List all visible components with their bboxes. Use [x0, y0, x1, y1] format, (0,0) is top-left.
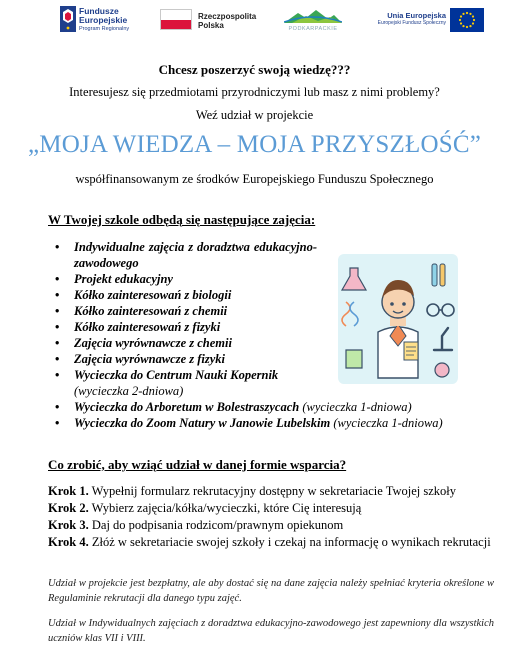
pk-name: PODKARPACKIE	[288, 26, 338, 32]
step-item	[48, 483, 494, 500]
intro-question: Interesujesz się przedmiotami przyrodniczymi lub masz z nimi problemy?	[69, 85, 440, 99]
logo-fundusze-europejskie	[60, 4, 140, 38]
step-text: Złóż w sekretariacie swojej szkoły i czekaj na informację o wynikach rekrutacji	[91, 535, 491, 549]
fe-line2: Europejskie	[79, 15, 128, 25]
fe-line1: Fundusze	[79, 6, 119, 16]
mountains-icon	[284, 8, 342, 24]
class-text: Kółko zainteresowań z fizyki	[74, 320, 221, 334]
class-text: Zajęcia wyrównawcze z fizyki	[74, 352, 226, 366]
class-text: Wycieczka do Centrum Nauki Kopernik	[74, 368, 279, 382]
rp-line2: Polska	[198, 21, 224, 30]
classes-heading: W Twojej szkole odbędą się następujące zajęcia:	[48, 212, 316, 227]
class-text: Kółko zainteresowań z biologii	[74, 288, 232, 302]
class-note: (wycieczka 1-dniowa)	[333, 416, 443, 430]
step-text: Wypełnij formularz rekrutacyjny dostępny w sekretariacie Twojej szkoły	[91, 484, 456, 498]
rp-text	[198, 12, 256, 30]
project-title: „MOJA WIEDZA – MOJA PRZYSZŁOŚĆ”	[28, 131, 481, 158]
step-label: Krok 3.	[48, 518, 89, 532]
list-item	[74, 415, 443, 431]
fe-text	[79, 7, 129, 33]
note-counseling: Udział w Indywidualnych zajęciach z doradztwa edukacyjno-zawodowego jest zapewniony dla wszystkich uczniów klas VII i VIII.	[48, 618, 494, 644]
step-item	[48, 517, 494, 534]
list-item	[74, 239, 317, 271]
class-text: Zajęcia wyrównawcze z chemii	[74, 336, 232, 350]
class-note: (wycieczka 1-dniowa)	[302, 400, 412, 414]
polish-flag-icon	[160, 9, 192, 30]
list-item	[74, 399, 443, 415]
ue-line1: Unia Europejska	[387, 11, 446, 20]
ue-text	[370, 11, 446, 27]
ue-line2: Europejski Fundusz Społeczny	[377, 20, 446, 26]
class-note: (wycieczka 2-dniowa)	[74, 384, 184, 398]
headline: Chcesz poszerzyć swoją wiedzę???	[158, 62, 351, 77]
steps-list	[48, 483, 494, 551]
class-text: Kółko zainteresowań z chemii	[74, 304, 228, 318]
fe-star-mark-icon	[60, 6, 76, 32]
intro-invite: Weź udział w projekcie	[195, 108, 314, 122]
logo-unia-europejska	[370, 4, 494, 38]
step-text: Daj do podpisania rodzicom/prawnym opiekunom	[91, 518, 344, 532]
logo-podkarpackie	[280, 4, 346, 38]
step-label: Krok 1.	[48, 484, 89, 498]
scientist-illustration-icon	[338, 254, 458, 384]
step-label: Krok 2.	[48, 501, 89, 515]
class-text: Wycieczka do Arboretum w Bolestraszycach	[74, 400, 300, 414]
note-free-participation: Udział w projekcie jest bezpłatny, ale aby dostać się na dane zajęcia należy spełniać kryteria określone w Regulaminie rekrutacji dla danego typu zajęć.	[48, 578, 494, 604]
step-item	[48, 500, 494, 517]
fe-line3: Program Regionalny	[79, 26, 130, 32]
cofunding-line: współfinansowanym ze środków Europejskiego Funduszu Społecznego	[75, 172, 434, 186]
list-item	[74, 367, 317, 399]
step-item	[48, 534, 494, 551]
logo-rzeczpospolita-polska	[160, 4, 260, 38]
class-text: Projekt edukacyjny	[74, 272, 173, 286]
rp-line1: Rzeczpospolita	[198, 12, 257, 21]
class-text: Indywidualne zajęcia z doradztwa edukacyjno-zawodowego	[74, 240, 317, 270]
step-label: Krok 4.	[48, 535, 89, 549]
class-text: Wycieczka do Zoom Natury w Janowie Lubelskim	[74, 416, 331, 430]
logo-bar	[0, 4, 509, 38]
steps-heading: Co zrobić, aby wziąć udział w danej formie wsparcia?	[48, 457, 347, 472]
eu-flag-icon	[450, 8, 484, 32]
step-text: Wybierz zajęcia/kółka/wycieczki, które Cię interesują	[91, 501, 362, 515]
